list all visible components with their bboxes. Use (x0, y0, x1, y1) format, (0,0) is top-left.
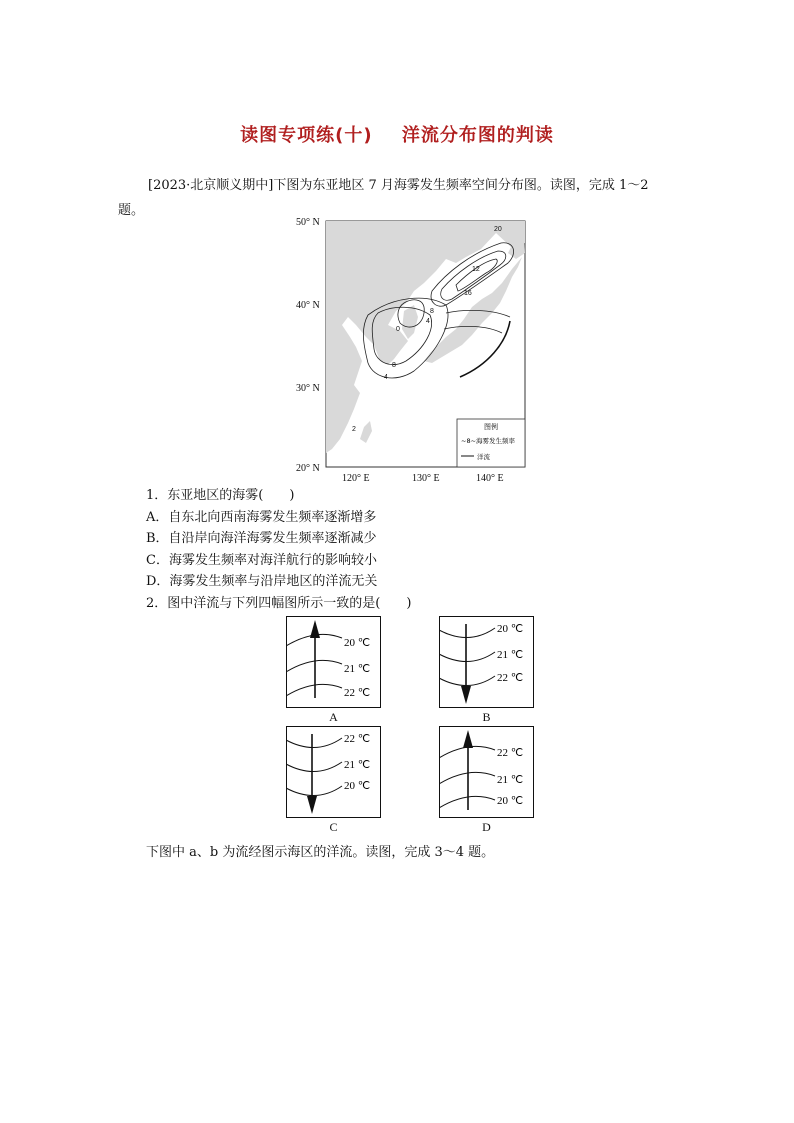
temp-label: 20 ℃ (344, 780, 371, 792)
contour-label: 12 (472, 266, 480, 273)
option-b: B．自沿岸向海洋海雾发生频率逐渐减少 (146, 531, 377, 546)
page-title (0, 121, 794, 147)
diagram-c (286, 726, 381, 836)
option-a: A．自东北向西南海雾发生频率逐渐增多 (146, 509, 377, 525)
title-main: 读图专项练(十) (240, 125, 373, 146)
title-sub: 洋流分布图的判读 (401, 125, 554, 146)
lon-label: 120° E (342, 473, 370, 484)
lon-label: 140° E (476, 473, 504, 484)
temp-label: 20 ℃ (344, 637, 371, 649)
lon-label: 130° E (412, 473, 440, 484)
question-1-stem: 1．东亚地区的海雾( ) (146, 488, 295, 503)
diagram-label: B (482, 710, 491, 724)
temp-label: 20 ℃ (497, 623, 524, 635)
legend-fog: ~8~海雾发生频率 (461, 437, 516, 445)
diagram-label: A (329, 710, 338, 724)
temp-label: 22 ℃ (497, 747, 524, 759)
contour-label: 2 (352, 426, 356, 433)
diagram-b (439, 616, 534, 726)
temp-label: 20 ℃ (497, 795, 524, 807)
lat-label: 30° N (296, 383, 320, 394)
question-2-stem: 2．图中洋流与下列四幅图所示一致的是( ) (146, 595, 412, 611)
temp-label: 21 ℃ (344, 759, 371, 771)
diagram-d (439, 726, 534, 836)
map-legend (457, 419, 525, 467)
diagram-label: C (329, 820, 338, 834)
lat-label: 20° N (296, 463, 320, 474)
contour-label: 4 (384, 374, 388, 381)
diagram-a (286, 616, 381, 726)
option-d: D．海雾发生频率与沿岸地区的洋流无关 (146, 574, 378, 589)
contour-label: 8 (392, 362, 396, 369)
contour-label: 20 (494, 226, 502, 233)
lat-label: 50° N (296, 217, 320, 228)
contour-label: 8 (430, 308, 434, 315)
legend-title: 图例 (484, 423, 498, 431)
next-section-intro: 下图中 a、b 为流经图示海区的洋流。读图，完成 3～4 题。 (146, 845, 495, 860)
option-c: C．海雾发生频率对海洋航行的影响较小 (146, 552, 377, 568)
contour-label: 4 (426, 318, 430, 325)
temp-label: 21 ℃ (344, 663, 371, 675)
legend-current: 洋流 (477, 453, 490, 461)
sea-fog-map (296, 213, 536, 485)
questions (146, 485, 411, 614)
contour-label: 16 (464, 290, 472, 297)
diagram-label: D (482, 820, 491, 834)
temp-label: 22 ℃ (497, 672, 524, 684)
temp-label: 21 ℃ (497, 649, 524, 661)
temp-label: 22 ℃ (344, 733, 371, 745)
temp-label: 21 ℃ (497, 774, 524, 786)
contour-label: 0 (396, 326, 400, 333)
temp-label: 22 ℃ (344, 687, 371, 699)
intro-text: [2023·北京顺义期中]下图为东亚地区 7 月海雾发生频率空间分布图。读图，完成 1～2 题。 (118, 178, 649, 218)
lat-label: 40° N (296, 300, 320, 311)
